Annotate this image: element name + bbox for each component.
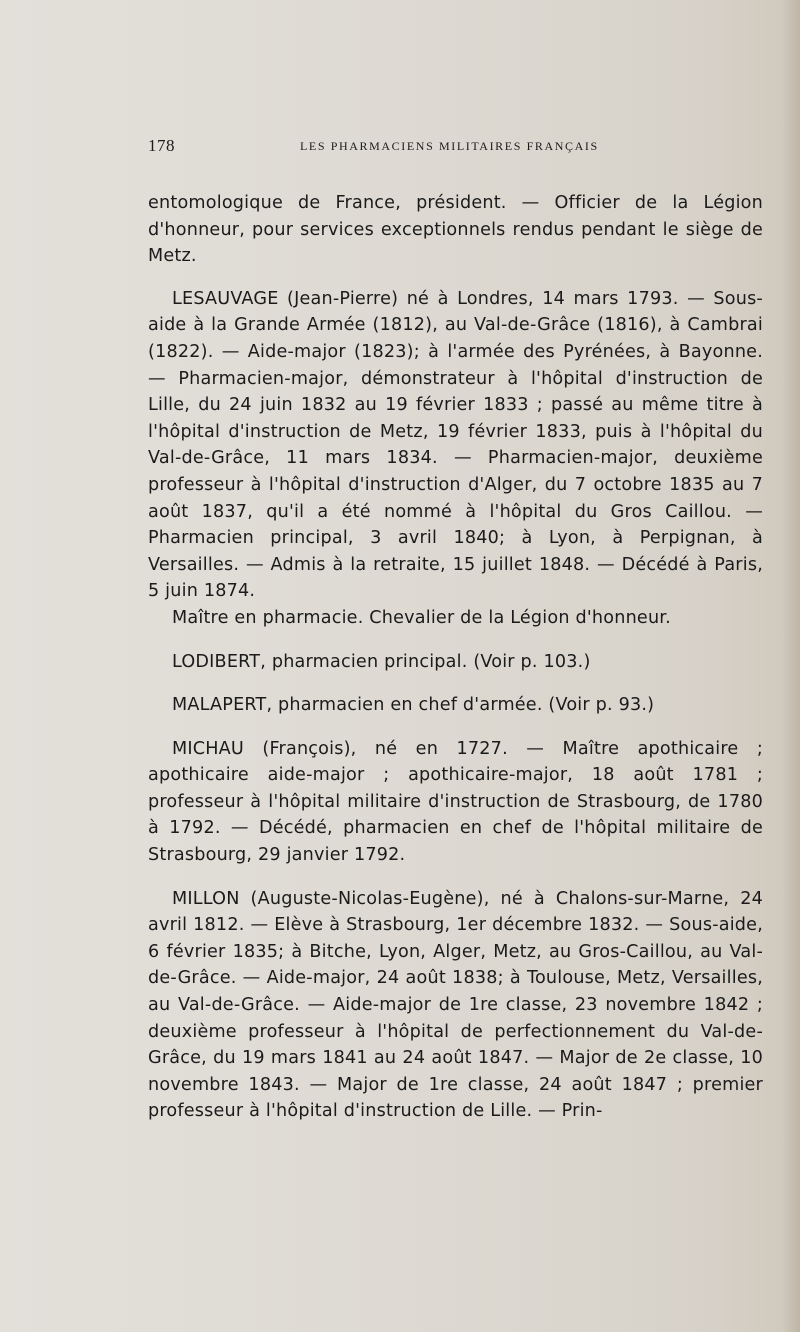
page-header: [148, 136, 768, 156]
entry-lesauvage: LESAUVAGE (Jean-Pierre) né à Londres, 14 mars 1793. — Sous-aide à la Grande Armée (1812), au Val-de-Grâce (1816), à Cambrai (1822). — Aide-major (1823); à l'armée des Pyrénées, à Bayonne. — Pharmacien-major, démonstrateur à l'hôpital d'instruction de Lille, du 24 juin 1832 au 19 février 1833 ; passé au même titre à l'hôpital d'instruction de Metz, 19 février 1833, puis à l'hôpital du Val-de-Grâce, 11 mars 1834. — Pharmacien-major, deuxième professeur à l'hôpital d'instruction d'Alger, du 7 octobre 1835 au 7 août 1837, qu'il a été nommé à l'hôpital du Gros Caillou. — Pharmacien principal, 3 avril 1840; à Lyon, à Perpignan, à Versailles. — Admis à la retraite, 15 juillet 1848. — Décédé à Paris, 5 juin 1874.: [148, 288, 763, 602]
entry-lesauvage-titles: Maître en pharmacie. Chevalier de la Légion d'honneur.: [172, 607, 671, 628]
running-head: LES PHARMACIENS MILITAIRES FRANÇAIS: [300, 139, 599, 153]
paragraph-continuation: entomologique de France, président. — Officier de la Légion d'honneur, pour services exceptionnels rendus pendant le siège de Metz.: [148, 193, 763, 267]
page-edge-shadow: [782, 0, 800, 1332]
entry-lodibert: LODIBERT, pharmacien principal. (Voir p. 103.): [172, 651, 591, 672]
page-number: 178: [148, 136, 175, 155]
entry-michau: MICHAU (François), né en 1727. — Maître apothicaire ; apothicaire aide-major ; apothicaire-major, 18 août 1781 ; professeur à l'hôpital militaire d'instruction de Strasbourg, de 1780 à 1792. — Décédé, pharmacien en chef de l'hôpital militaire de Strasbourg, 29 janvier 1792.: [148, 738, 763, 866]
page-body: [148, 190, 763, 1125]
entry-malapert: MALAPERT, pharmacien en chef d'armée. (Voir p. 93.): [172, 695, 655, 716]
entry-millon: MILLON (Auguste-Nicolas-Eugène), né à Chalons-sur-Marne, 24 avril 1812. — Elève à Strasbourg, 1er décembre 1832. — Sous-aide, 6 février 1835; à Bitche, Lyon, Alger, Metz, au Gros-Caillou, au Val-de-Grâce. — Aide-major, 24 août 1838; à Toulouse, Metz, Versailles, au Val-de-Grâce. — Aide-major de 1re classe, 23 novembre 1842 ; deuxième professeur à l'hôpital de perfectionnement du Val-de-Grâce, du 19 mars 1841 au 24 août 1847. — Major de 2e classe, 10 novembre 1843. — Major de 1re classe, 24 août 1847 ; premier professeur à l'hôpital d'instruction de Lille. — Prin-: [148, 888, 763, 1122]
